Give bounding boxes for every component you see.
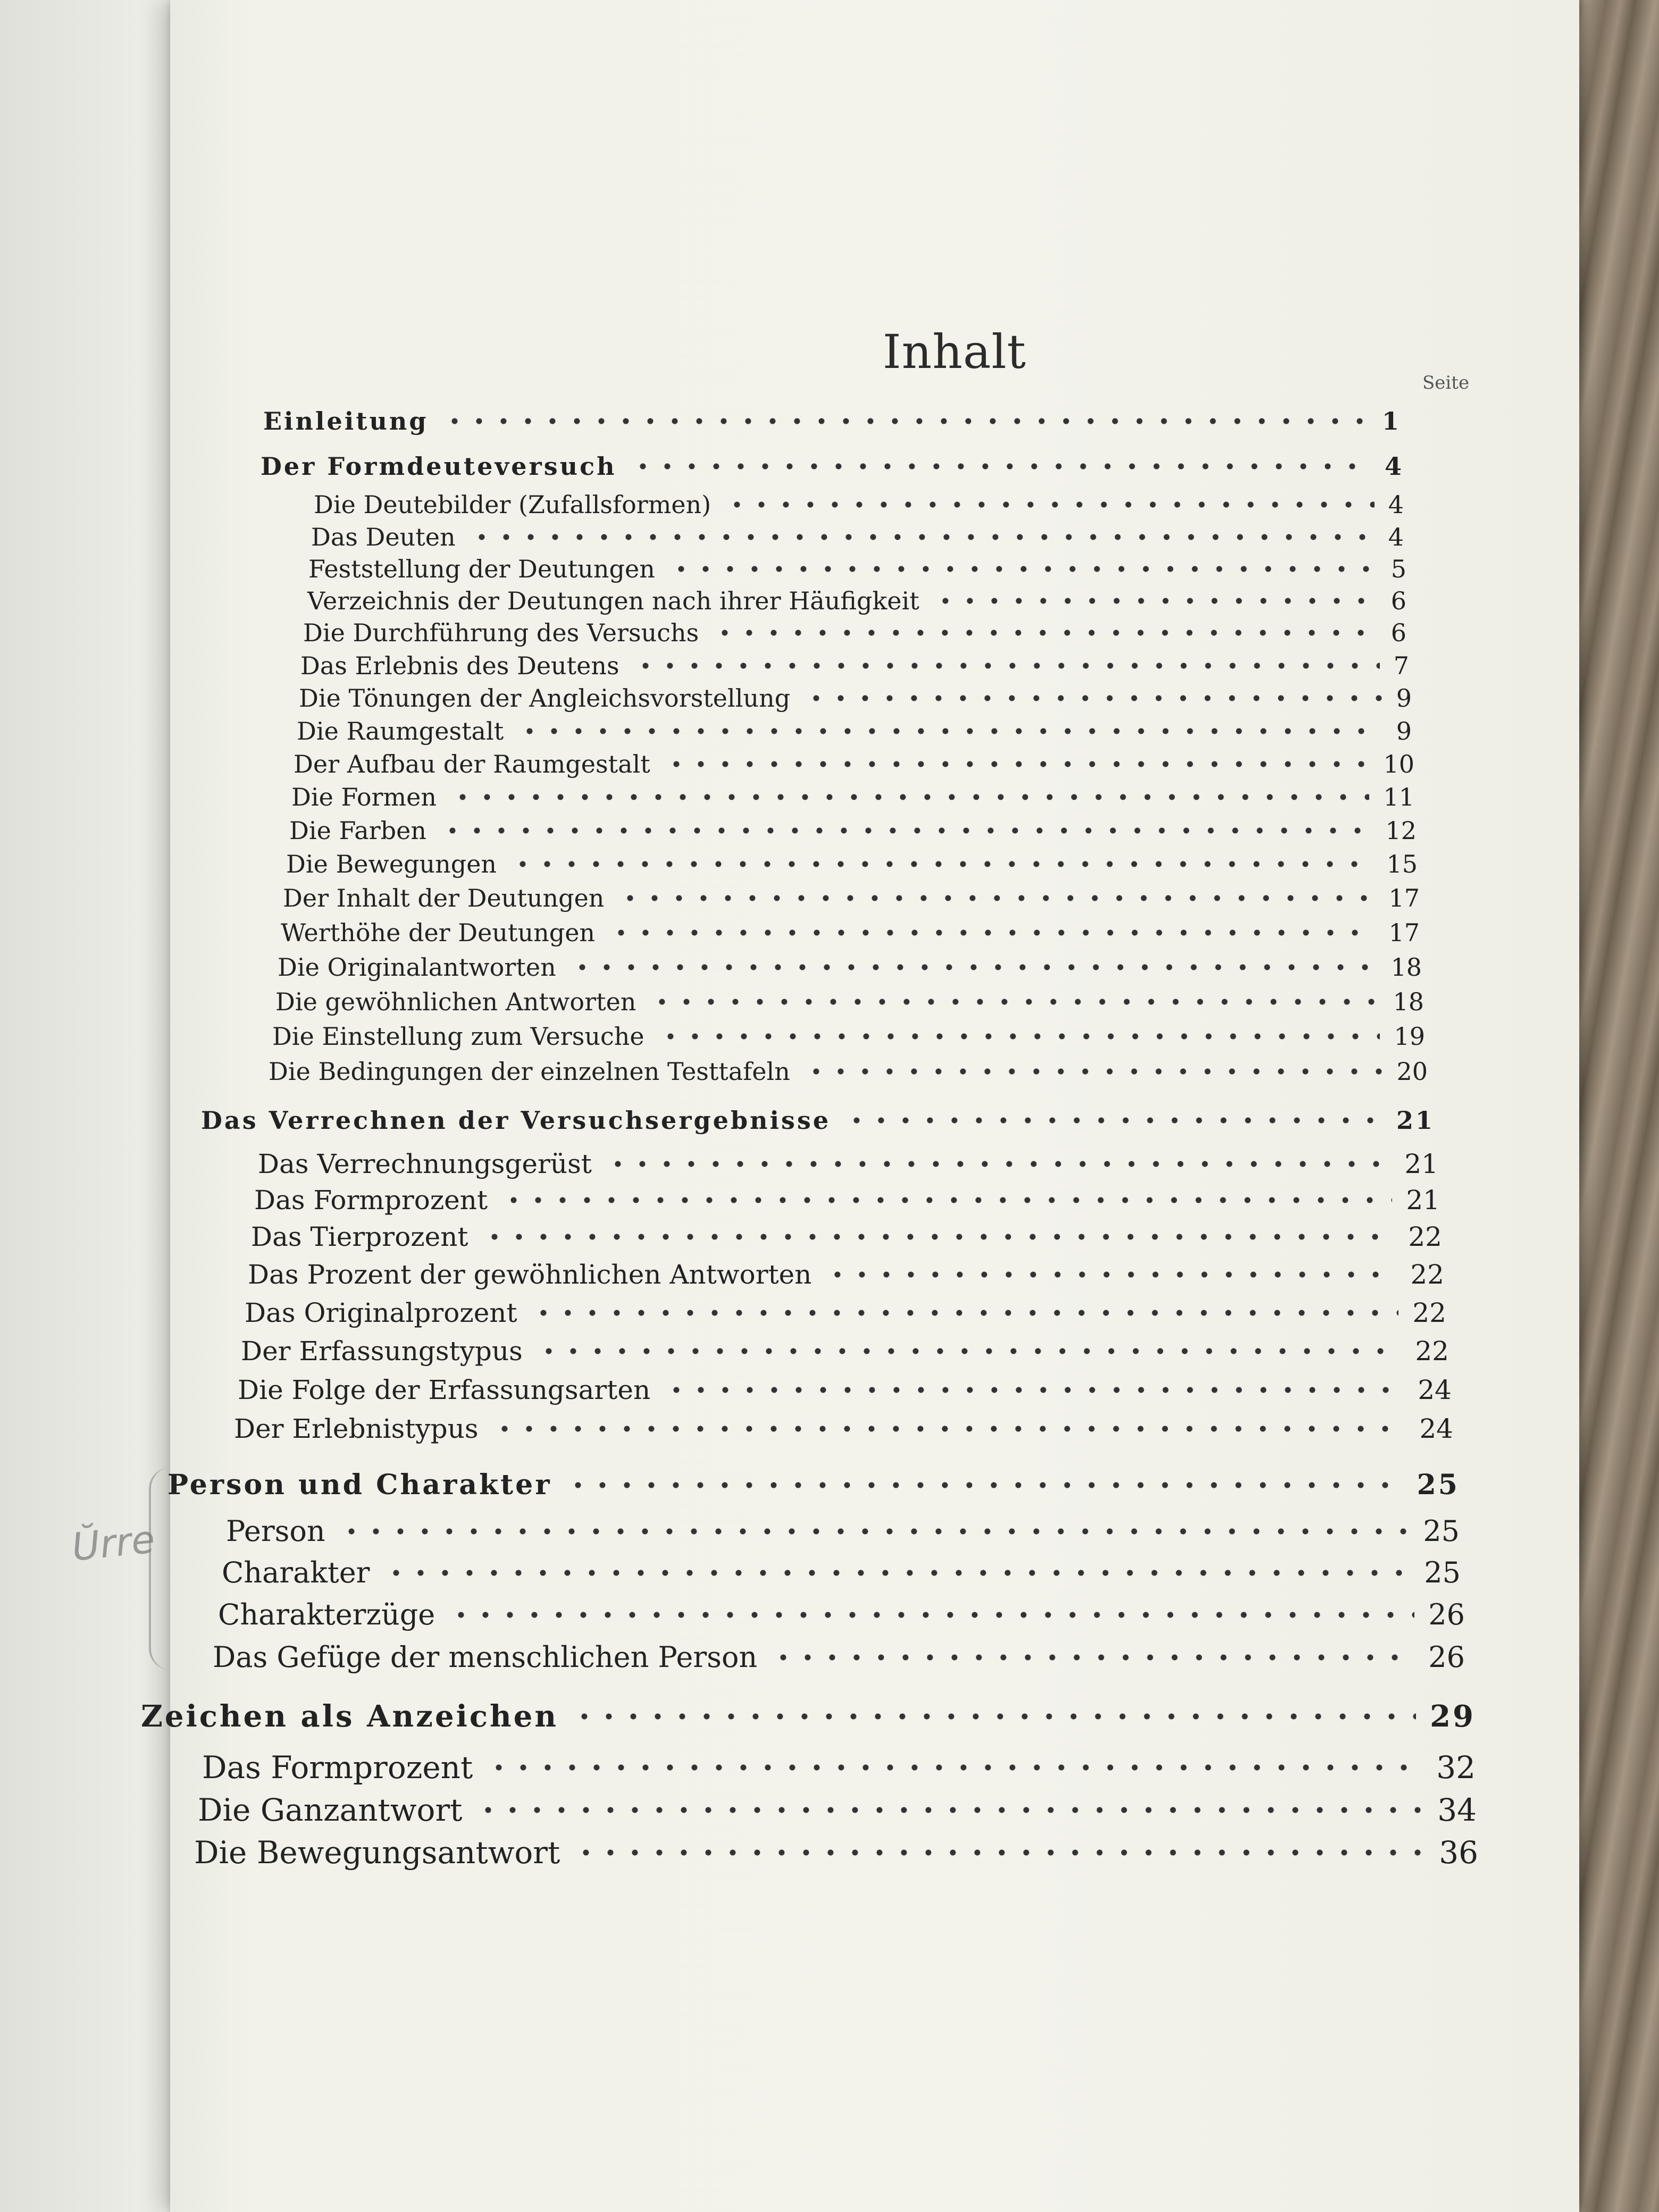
toc-entry-page: 1 (1381, 407, 1401, 435)
toc-entry-page: 20 (1396, 1057, 1428, 1086)
toc-entry-page: 10 (1383, 750, 1414, 778)
toc-entry-label: Die Formen (291, 783, 437, 811)
toc-entry (202, 1749, 1476, 1786)
toc-entry-page: 15 (1386, 850, 1418, 878)
toc-entry-page: 32 (1436, 1749, 1476, 1786)
toc-entry-page: 25 (1423, 1514, 1460, 1548)
toc-entry-label: Die Deutebilder (Zufallsformen) (314, 490, 711, 519)
toc-entry (248, 1259, 1444, 1290)
toc-entry-page: 5 (1390, 555, 1406, 583)
leader-dots (510, 860, 1372, 868)
toc-entry-page: 9 (1396, 717, 1412, 745)
toc-entry (307, 586, 1406, 615)
toc-entry (251, 1221, 1442, 1252)
toc-entry-page: 29 (1430, 1699, 1476, 1734)
toc-entry (311, 523, 1404, 551)
toc-entry (198, 1792, 1477, 1828)
toc-entry (281, 918, 1420, 947)
leader-dots (844, 1117, 1382, 1124)
toc-entry-page: 19 (1394, 1022, 1425, 1051)
toc-entry (258, 1149, 1438, 1179)
toc-entry-page: 24 (1419, 1413, 1453, 1444)
toc-entry-label: Das Deuten (311, 523, 456, 551)
toc-entry-label: Zeichen als Anzeichen (141, 1699, 559, 1734)
leader-dots (476, 1806, 1423, 1814)
toc-entry-label: Das Formprozent (202, 1749, 473, 1786)
leader-dots (933, 597, 1377, 605)
leader-dots (537, 1347, 1402, 1355)
toc-entry-label: Das Gefüge der menschlichen Person (213, 1640, 758, 1674)
toc-entry (314, 490, 1404, 519)
toc-entry-label: Das Prozent der gewöhnlichen Antworten (248, 1259, 812, 1290)
toc-entry-label: Die Bewegungen (286, 850, 497, 878)
leader-dots (658, 1033, 1380, 1040)
leader-dots (384, 1569, 1411, 1577)
toc-entry (201, 1106, 1435, 1135)
toc-entry (234, 1413, 1453, 1444)
toc-entry (167, 1469, 1460, 1501)
leader-dots (633, 662, 1380, 669)
toc-entry-label: Die Raumgestalt (297, 717, 504, 745)
leader-dots (825, 1271, 1396, 1278)
toc-entry (254, 1185, 1440, 1216)
toc-entry-label: Einleitung (263, 407, 429, 435)
toc-entry (297, 717, 1412, 745)
toc-entry-page: 11 (1383, 783, 1414, 811)
leader-dots (440, 827, 1372, 834)
leader-dots (470, 533, 1375, 541)
toc-entry-page: 6 (1390, 586, 1406, 615)
toc-entry-label: Charakterzüge (218, 1598, 435, 1631)
toc-entry-page: 22 (1410, 1259, 1444, 1290)
page-title: Inhalt (883, 324, 1027, 379)
toc-entry (218, 1598, 1465, 1631)
toc-entry (286, 850, 1418, 878)
toc-entry-label: Die Bewegungsantwort (194, 1834, 560, 1871)
toc-entry (213, 1640, 1465, 1674)
toc-entry-label: Die Einstellung zum Versuche (272, 1022, 644, 1051)
toc-entry (263, 407, 1401, 435)
toc-entry (278, 953, 1422, 982)
toc-entry-label: Feststellung der Deutungen (308, 555, 655, 583)
leader-dots (492, 1425, 1406, 1432)
toc-entry (283, 884, 1420, 912)
toc-entry-page: 36 (1439, 1834, 1478, 1871)
toc-entry-page: 18 (1393, 987, 1424, 1016)
toc-entry-page: 25 (1424, 1556, 1461, 1589)
toc-entry-label: Die Folge der Erfassungsarten (238, 1375, 651, 1405)
toc-entry (226, 1514, 1460, 1548)
toc-entry-label: Die Durchführung des Versuchs (303, 618, 699, 647)
toc-entry (275, 987, 1424, 1016)
toc-entry-page: 18 (1390, 953, 1422, 982)
toc-entry (222, 1556, 1461, 1589)
leader-dots (574, 1849, 1425, 1856)
toc-entry-label: Charakter (222, 1556, 370, 1589)
leader-dots (609, 929, 1375, 936)
leader-dots (771, 1654, 1414, 1661)
page-column-label: Seite (1422, 372, 1470, 393)
toc-entry (238, 1375, 1452, 1405)
toc-entry-page: 17 (1388, 884, 1420, 912)
toc-entry-label: Die Originalantworten (278, 953, 556, 982)
leader-dots (517, 727, 1382, 735)
toc-entry-label: Person (226, 1514, 325, 1548)
leader-dots (618, 894, 1375, 902)
leader-dots (606, 1160, 1390, 1168)
toc-entry (272, 1022, 1425, 1051)
toc-entry-label: Verzeichnis der Deutungen nach ihrer Häufigkeit (307, 586, 919, 615)
toc-entry-page: 22 (1412, 1297, 1446, 1328)
toc-entry-label: Der Formdeuteversuch (261, 452, 617, 481)
toc-entry-label: Der Erfassungstypus (241, 1336, 523, 1367)
leader-dots (442, 417, 1368, 425)
toc-entry (245, 1297, 1446, 1328)
toc-entry-page: 22 (1415, 1336, 1449, 1367)
leader-dots (339, 1528, 1410, 1535)
toc-entry-page: 26 (1428, 1598, 1465, 1631)
toc-entry-page: 17 (1388, 918, 1420, 947)
toc-entry (269, 1057, 1428, 1086)
toc-entry (261, 452, 1404, 481)
toc-entry-label: Die gewöhnlichen Antworten (275, 987, 636, 1016)
leader-dots (804, 1068, 1383, 1075)
leader-dots (650, 998, 1379, 1006)
leader-dots (501, 1196, 1392, 1204)
leader-dots (631, 463, 1371, 470)
toc-entry-page: 7 (1393, 651, 1409, 680)
toc-entry-page: 22 (1408, 1221, 1442, 1252)
toc-entry-label: Das Verrechnungsgerüst (258, 1149, 592, 1179)
leader-dots (713, 629, 1377, 636)
toc-entry-label: Das Verrechnen der Versuchsergebnisse (201, 1106, 831, 1135)
toc-entry (291, 783, 1414, 811)
toc-entry-label: Das Tierprozent (251, 1221, 468, 1252)
toc-entry-label: Der Aufbau der Raumgestalt (294, 750, 650, 778)
toc-entry-page: 4 (1388, 490, 1404, 519)
toc-entry-label: Das Erlebnis des Deutens (300, 651, 619, 680)
toc-entry (294, 750, 1414, 778)
toc-entry-label: Die Farben (289, 816, 426, 845)
toc-entry-label: Das Formprozent (254, 1185, 488, 1216)
toc-entry (289, 816, 1417, 845)
pencil-bracket-annotation (149, 1468, 172, 1670)
leader-dots (450, 793, 1369, 801)
leader-dots (725, 501, 1375, 508)
toc-entry-label: Der Inhalt der Deutungen (283, 884, 605, 912)
toc-entry-page: 24 (1418, 1375, 1452, 1405)
toc-entry-page: 9 (1396, 684, 1412, 713)
leader-dots (487, 1764, 1422, 1771)
toc-entry (241, 1336, 1449, 1367)
toc-entry-label: Werthöhe der Deutungen (281, 918, 596, 947)
toc-entry-page: 4 (1384, 452, 1404, 481)
toc-entry-page: 25 (1417, 1469, 1460, 1501)
leader-dots (482, 1233, 1395, 1241)
leader-dots (566, 1481, 1403, 1489)
toc-entry-label: Der Erlebnistypus (234, 1413, 479, 1444)
toc-entry-page: 6 (1390, 618, 1406, 647)
leader-dots (449, 1611, 1414, 1619)
leader-dots (804, 694, 1382, 702)
toc-entry (300, 651, 1409, 680)
toc-entry-label: Die Bedingungen der einzelnen Testtafeln (269, 1057, 790, 1086)
toc-entry-page: 12 (1385, 816, 1417, 845)
toc-entry (308, 555, 1406, 583)
toc-entry-label: Die Ganzantwort (198, 1792, 463, 1828)
toc-entry (194, 1834, 1478, 1871)
toc-entry-page: 21 (1404, 1149, 1438, 1179)
leader-dots (570, 963, 1377, 971)
toc-entry-label: Die Tönungen der Angleichsvorstellung (299, 684, 791, 713)
leader-dots (664, 1386, 1404, 1394)
book-page (141, 0, 1579, 2212)
toc-entry (303, 618, 1406, 647)
leader-dots (664, 760, 1370, 768)
toc-entry (141, 1699, 1476, 1734)
toc-entry-page: 21 (1396, 1106, 1435, 1135)
toc-entry-page: 4 (1388, 523, 1404, 551)
pencil-margin-note: Ŭrre (70, 1516, 157, 1570)
leader-dots (572, 1713, 1416, 1720)
leader-dots (531, 1309, 1399, 1317)
toc-entry-page: 34 (1437, 1792, 1477, 1828)
toc-entry-label: Person und Charakter (167, 1469, 552, 1501)
toc-entry-page: 21 (1406, 1185, 1440, 1216)
toc-entry-label: Das Originalprozent (245, 1297, 517, 1328)
toc-entry (299, 684, 1412, 713)
toc-entry-page: 26 (1428, 1640, 1465, 1674)
leader-dots (669, 565, 1377, 573)
